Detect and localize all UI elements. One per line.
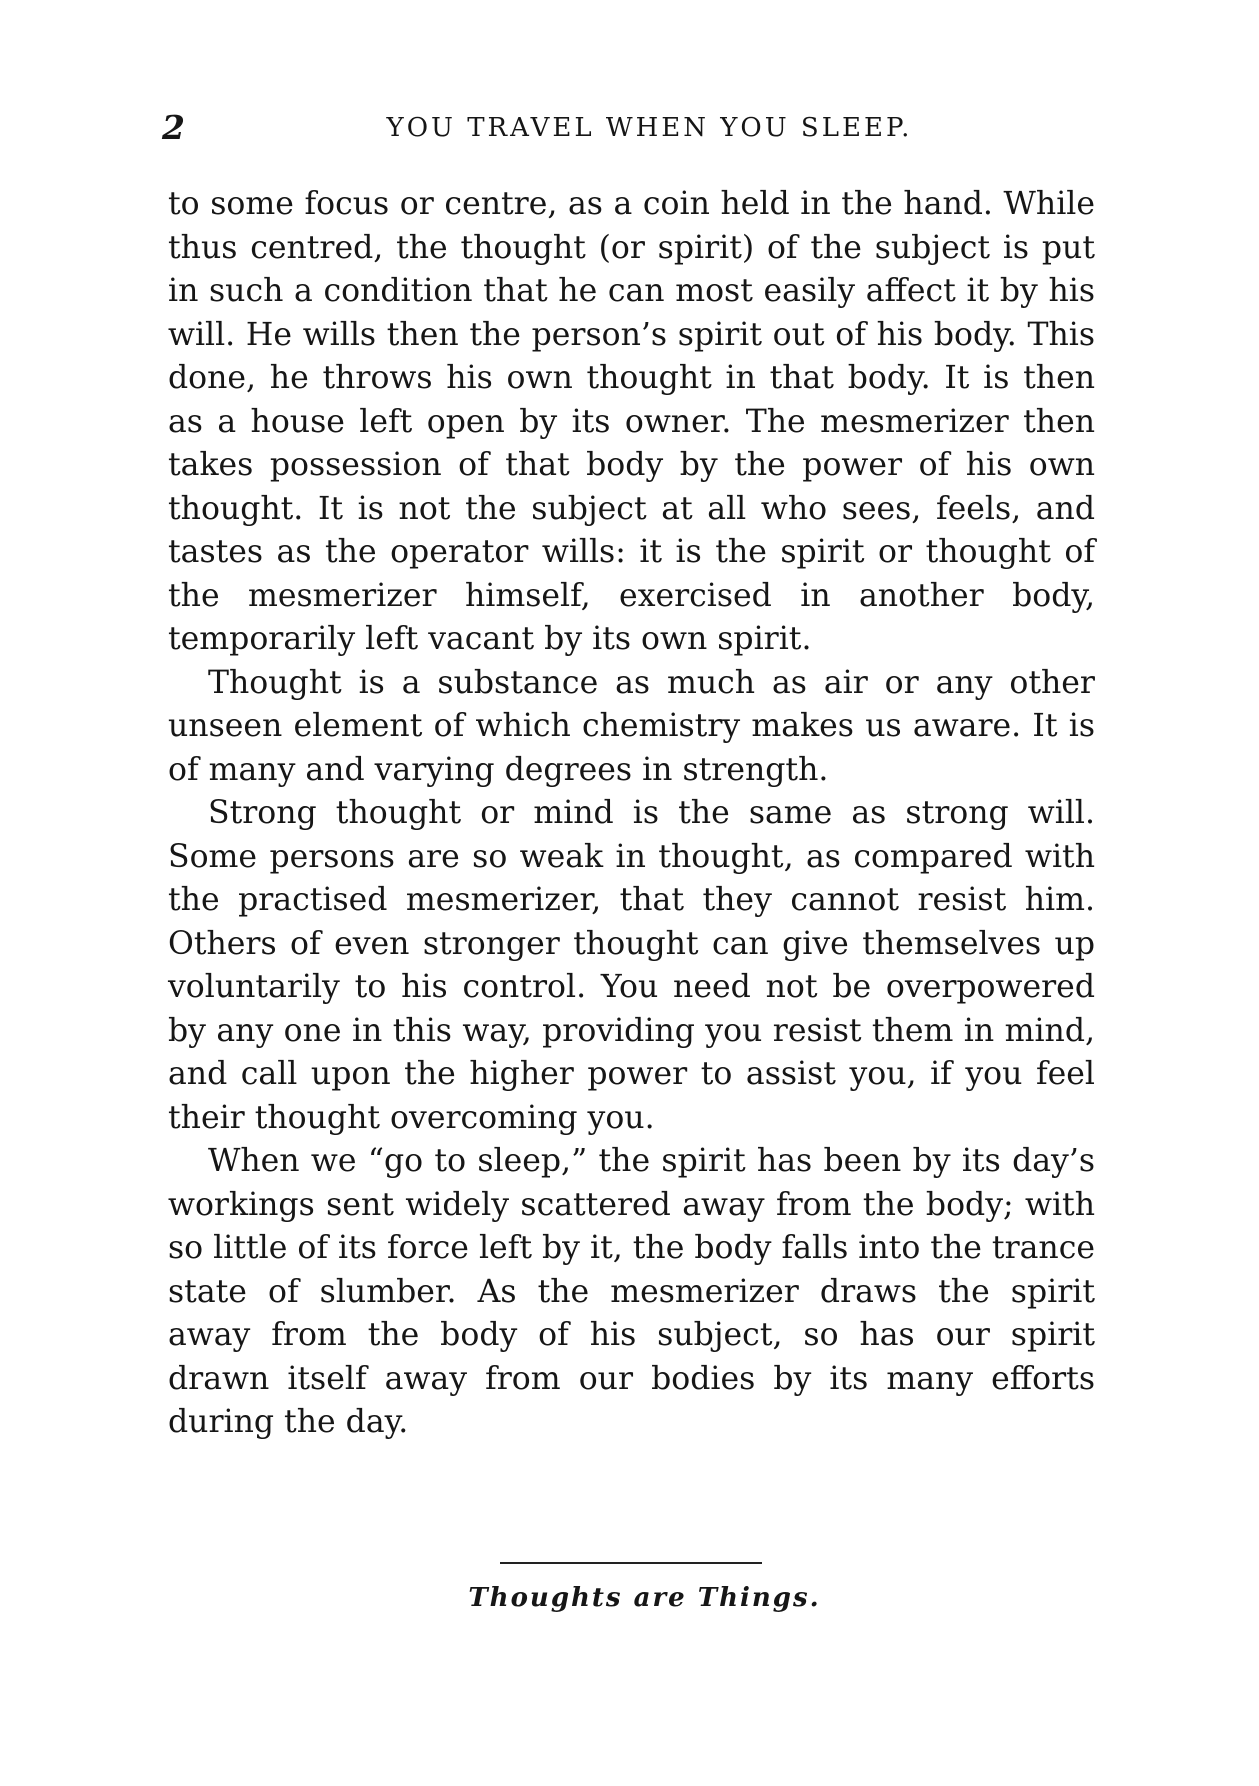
running-title: YOU TRAVEL WHEN YOU SLEEP. bbox=[386, 113, 913, 143]
body-text bbox=[168, 183, 1095, 1445]
motto: Thoughts are Things. bbox=[468, 1583, 821, 1613]
running-head bbox=[162, 108, 1097, 148]
paragraph-continued: to some focus or centre, as a coin held in the hand. While thus centred, the thought (or spirit) of the subject is put in such a condition that he can most easily affect it by his will. He wills then the person’s spirit out of his body. This done, he throws his own thought in that body. It is then as a house left open by its owner. The mesmerizer then takes possession of that body by the power of his own thought. It is not the subject at all who sees, feels, and tastes as the operator wills: it is the spirit or thought of the mesmerizer himself, exercised in another body, temporarily left vacant by its own spirit. bbox=[168, 186, 1095, 657]
paragraph-thought-substance: Thought is a substance as much as air or any other unseen element of which chemistry makes us aware. It is of many and varying degrees in strength. bbox=[168, 664, 1095, 788]
section-divider bbox=[500, 1562, 762, 1564]
paragraph-go-to-sleep: When we “go to sleep,” the spirit has been by its day’s workings sent widely scattered away from the body; with so little of its force left by it, the body falls into the trance state of slumber. As the mesmerizer draws the spirit away from the body of his subject, so has our spirit drawn itself away from our bodies by its many efforts during the day. bbox=[168, 1143, 1095, 1440]
paragraph-strong-thought: Strong thought or mind is the same as strong will. Some persons are so weak in thought, as compared with the practised mesmerizer, that they cannot resist him. Others of even stronger thought can give themselves up voluntarily to his control. You need not be overpowered by any one in this way, providing you resist them in mind, and call upon the higher power to assist you, if you feel their thought overcoming you. bbox=[168, 795, 1095, 1136]
page-number: 2 bbox=[162, 108, 185, 147]
